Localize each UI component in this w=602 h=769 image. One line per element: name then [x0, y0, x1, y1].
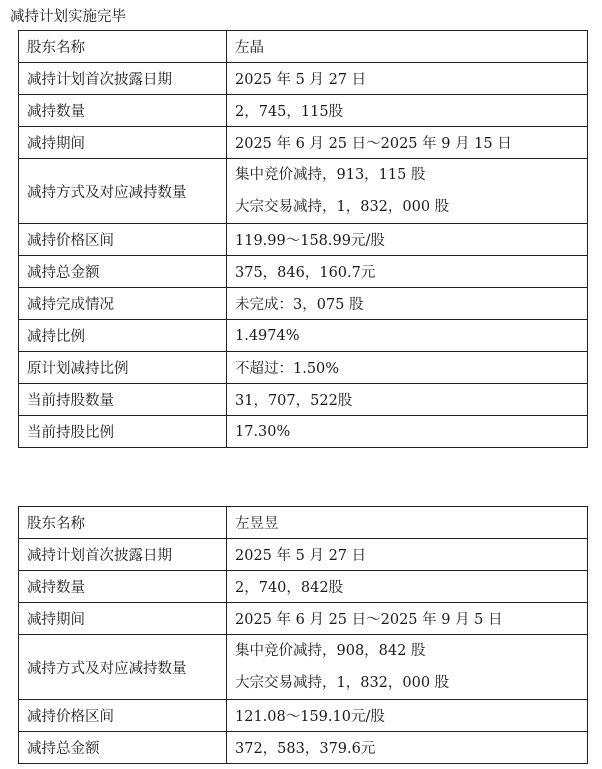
row-value: 2025 年 6 月 25 日～2025 年 9 月 15 日 [227, 127, 588, 159]
method-line-auction: 集中竞价减持，908，842 股 [235, 643, 426, 659]
row-label: 减持计划首次披露日期 [19, 539, 227, 571]
row-value: 不超过：1.50% [227, 352, 588, 384]
row-value: 2025 年 5 月 27 日 [227, 539, 588, 571]
row-value: 2025 年 5 月 27 日 [227, 63, 588, 95]
row-label: 减持计划首次披露日期 [19, 63, 227, 95]
table-row [19, 288, 588, 320]
table-row [19, 31, 588, 63]
table-row [19, 700, 588, 732]
row-label: 减持总金额 [19, 732, 227, 764]
shareholder-value: 左晶 [227, 31, 588, 63]
holder-table-2 [18, 506, 588, 764]
table-row [19, 732, 588, 764]
row-value: 119.99～158.99元/股 [227, 224, 588, 256]
row-label: 当前持股数量 [19, 384, 227, 416]
table-row [19, 571, 588, 603]
table-row [19, 256, 588, 288]
shareholder-value: 左昱昱 [227, 507, 588, 539]
method-label: 减持方式及对应减持数量 [19, 159, 227, 224]
row-value: 未完成：3，075 股 [227, 288, 588, 320]
shareholder-label: 股东名称 [19, 507, 227, 539]
method-value [227, 159, 588, 224]
row-label: 减持价格区间 [19, 700, 227, 732]
table-row [19, 539, 588, 571]
row-value: 2025 年 6 月 25 日～2025 年 9 月 5 日 [227, 603, 588, 635]
method-label: 减持方式及对应减持数量 [19, 635, 227, 700]
table-row [19, 416, 588, 448]
row-label: 减持数量 [19, 95, 227, 127]
row-value: 17.30% [227, 416, 588, 448]
row-value: 375，846，160.7元 [227, 256, 588, 288]
row-label: 当前持股比例 [19, 416, 227, 448]
row-value: 2，740，842股 [227, 571, 588, 603]
table-row [19, 127, 588, 159]
holder-table-1 [18, 30, 588, 448]
row-label: 减持完成情况 [19, 288, 227, 320]
table-row [19, 352, 588, 384]
method-line-block: 大宗交易减持，1，832，000 股 [235, 199, 450, 215]
section-heading: 减持计划实施完毕 [10, 9, 126, 25]
row-label: 减持期间 [19, 603, 227, 635]
table-row [19, 635, 588, 700]
table-row [19, 603, 588, 635]
method-line-auction: 集中竞价减持，913，115 股 [235, 167, 426, 183]
table-row [19, 95, 588, 127]
table-row [19, 63, 588, 95]
table-row [19, 224, 588, 256]
row-label: 减持总金额 [19, 256, 227, 288]
row-label: 减持比例 [19, 320, 227, 352]
table-row [19, 159, 588, 224]
row-value: 31，707，522股 [227, 384, 588, 416]
table-row [19, 384, 588, 416]
row-value: 2，745，115股 [227, 95, 588, 127]
table-row [19, 320, 588, 352]
row-value: 372，583，379.6元 [227, 732, 588, 764]
row-value: 1.4974% [227, 320, 588, 352]
row-label: 原计划减持比例 [19, 352, 227, 384]
method-value [227, 635, 588, 700]
row-label: 减持价格区间 [19, 224, 227, 256]
shareholder-label: 股东名称 [19, 31, 227, 63]
table-row [19, 507, 588, 539]
row-label: 减持数量 [19, 571, 227, 603]
row-label: 减持期间 [19, 127, 227, 159]
method-line-block: 大宗交易减持，1，832，000 股 [235, 675, 450, 691]
row-value: 121.08～159.10元/股 [227, 700, 588, 732]
